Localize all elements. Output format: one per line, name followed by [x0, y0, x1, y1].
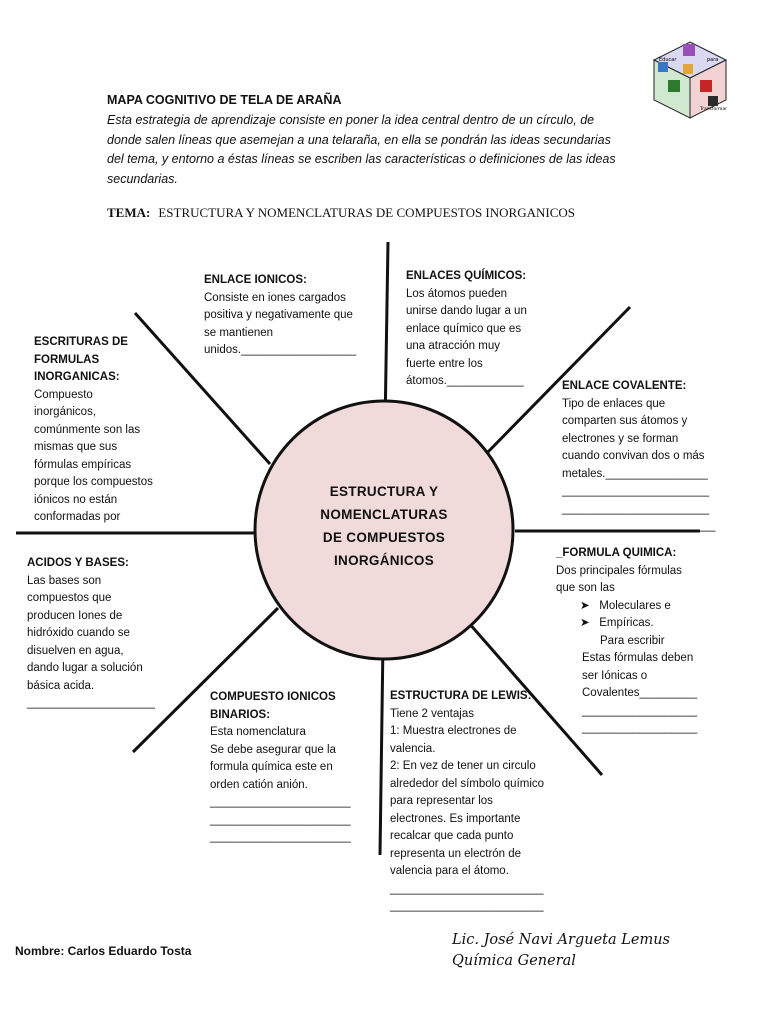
- node-heading: FORMULAS: [34, 353, 100, 366]
- node-line: hidróxido cuando se: [27, 627, 130, 639]
- node-line: porque los compuestos: [34, 476, 153, 488]
- node-escrituras-formulas: [34, 334, 153, 527]
- node-line: Se debe asegurar que la: [210, 743, 336, 756]
- node-enlace-ionicos: [204, 272, 356, 360]
- node-line: electrones. Es importante: [390, 812, 521, 825]
- page-title: MAPA COGNITIVO DE TELA DE ARAÑA: [107, 93, 342, 107]
- node-line: iónicos no están: [34, 493, 118, 506]
- node-line: producen Iones de: [27, 609, 123, 622]
- intro-line: secundarias.: [107, 171, 178, 186]
- node-heading: ESTRUCTURA DE LEWIS:: [390, 690, 532, 702]
- node-heading: BINARIOS:: [210, 708, 271, 721]
- node-line: ________________________: [390, 882, 544, 895]
- node-line: ______________________: [210, 831, 351, 843]
- node-line: valencia.: [390, 742, 436, 755]
- arrow-bullet-icon: ➤: [580, 617, 590, 629]
- tema-value: ESTRUCTURA Y NOMENCLATURAS DE COMPUESTOS INORGANICOS: [158, 205, 575, 220]
- node-line: _______________________: [562, 485, 710, 497]
- node-line: fuerte entre los: [406, 357, 483, 370]
- logo-text-para: para: [707, 57, 719, 63]
- node-line: Los átomos pueden: [406, 287, 508, 300]
- node-line: que son las: [556, 582, 615, 594]
- node-heading: INORGANICAS:: [34, 371, 120, 383]
- node-line: valencia para el átomo.: [390, 865, 509, 877]
- intro-line: donde salen líneas que asemejan a una telaraña, en ella se pondrán las ideas secundarias: [107, 132, 611, 147]
- node-line: compuestos que: [27, 592, 112, 604]
- node-heading: ESCRITURAS DE: [34, 336, 128, 348]
- node-line: enlace químico que es: [406, 322, 522, 335]
- node-line: Compuesto: [34, 388, 93, 401]
- node-line: ________________________: [562, 520, 716, 532]
- node-line: Para escribir: [600, 634, 665, 647]
- web-line-bottom: [380, 642, 383, 855]
- node-line: básica acida.: [27, 679, 95, 692]
- node-line: Las bases son: [27, 574, 102, 587]
- node-line: _______________________: [562, 502, 710, 515]
- student-name: Nombre: Carlos Eduardo Tosta: [15, 944, 192, 958]
- node-line: ______________________: [210, 813, 351, 826]
- node-line: átomos.____________: [406, 375, 524, 387]
- bullet-text: Empíricas.: [599, 617, 654, 629]
- node-line: orden catión anión.: [210, 778, 308, 791]
- node-acidos-bases: [27, 555, 155, 713]
- node-line: formula química este en: [210, 761, 333, 773]
- node-heading: ENLACES QUÍMICOS:: [406, 270, 527, 282]
- node-line: Tipo de enlaces que: [562, 397, 666, 410]
- tema-label: TEMA:: [107, 205, 151, 220]
- node-line: representa un electrón de: [390, 847, 522, 860]
- center-line: NOMENCLATURAS: [320, 507, 448, 522]
- node-line: Covalentes_________: [582, 687, 698, 699]
- node-line: Estas fórmulas deben: [582, 652, 694, 664]
- node-line: positiva y negativamente que: [204, 309, 353, 321]
- node-heading: COMPUESTO IONICOS: [210, 691, 336, 703]
- node-line: ____________________: [27, 697, 155, 709]
- center-topic: [284, 480, 484, 572]
- node-line: Consiste en iones cargados: [204, 291, 346, 304]
- node-heading: ENLACE IONICOS:: [204, 274, 307, 286]
- node-line: alrededor del símbolo químico: [390, 777, 545, 790]
- teacher-signature: [452, 930, 670, 972]
- center-line: DE COMPUESTOS: [322, 530, 446, 545]
- node-heading: ENLACE COVALENTE:: [562, 380, 687, 392]
- node-line: recalcar que cada punto: [390, 830, 514, 842]
- node-compuesto-ionicos: [210, 689, 351, 847]
- node-line: una atracción muy: [406, 340, 500, 352]
- node-line: comúnmente son las: [34, 423, 141, 436]
- node-estructura-lewis: [390, 688, 544, 916]
- node-line: __________________: [582, 722, 698, 734]
- node-line: ______________________: [210, 796, 351, 808]
- node-line: fórmulas empíricas: [34, 458, 132, 471]
- intro-line: del tema, y entorno a éstas líneas se escriben las características o definiciones de las ideas: [107, 152, 616, 166]
- node-heading: _FORMULA QUIMICA:: [556, 547, 677, 559]
- node-line: electrones y se forman: [562, 432, 679, 445]
- node-formula-quimica: [556, 545, 697, 738]
- bullet-item: [556, 598, 697, 616]
- node-line: inorgánicos,: [34, 406, 97, 418]
- signature-line: Química General: [452, 953, 576, 969]
- node-line: comparten sus átomos y: [562, 415, 688, 427]
- signature-line: Lic. José Navi Argueta Lemus: [452, 932, 670, 948]
- center-line: INORGÁNICOS: [333, 553, 435, 568]
- arrow-bullet-icon: ➤: [580, 599, 590, 612]
- node-enlaces-quimicos: [406, 268, 527, 391]
- node-line: __________________: [582, 704, 698, 717]
- node-line: Esta nomenclatura: [210, 726, 306, 738]
- node-line: disuelven en agua,: [27, 644, 124, 657]
- node-line: Dos principales fórmulas: [556, 564, 682, 577]
- node-line: unirse dando lugar a un: [406, 305, 527, 317]
- node-line: ________________________: [390, 900, 544, 912]
- center-line: ESTRUCTURA Y: [329, 484, 439, 499]
- node-line: mismas que sus: [34, 441, 118, 453]
- node-line: conformadas por: [34, 511, 121, 523]
- node-line: para representar los: [390, 795, 493, 807]
- bullet-item: [556, 615, 697, 633]
- node-line: 2: En vez de tener un circulo: [390, 760, 536, 772]
- node-heading: ACIDOS Y BASES:: [27, 557, 129, 569]
- node-line: cuando convivan dos o más: [562, 450, 705, 462]
- node-line: ser Iónicas o: [582, 669, 648, 682]
- bullet-text: Moleculares e: [599, 599, 671, 612]
- node-line: metales.________________: [562, 467, 708, 480]
- logo-text-educar: Educar: [659, 57, 677, 63]
- node-enlace-covalente: [562, 378, 716, 536]
- node-line: dando lugar a solución: [27, 662, 143, 674]
- node-line: Tiene 2 ventajas: [390, 707, 474, 720]
- node-line: se mantienen: [204, 326, 274, 339]
- logo-text-transformar: Transformar: [700, 107, 727, 112]
- node-line: unidos.__________________: [204, 344, 357, 356]
- node-line: 1: Muestra electrones de: [390, 725, 517, 737]
- intro-line: Esta estrategia de aprendizaje consiste en poner la idea central dentro de un círculo, de: [107, 113, 595, 127]
